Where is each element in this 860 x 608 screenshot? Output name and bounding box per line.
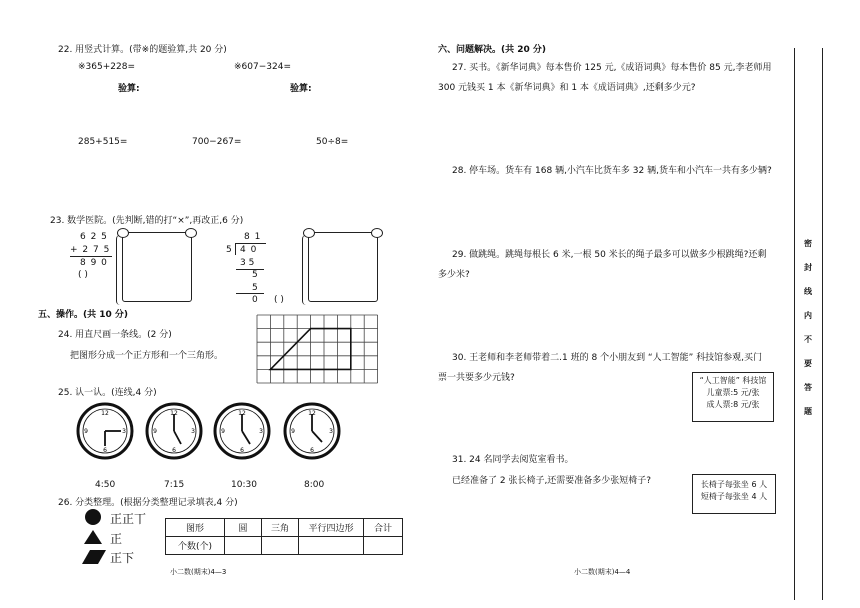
seal-char-5: 不 <box>804 335 812 344</box>
count-triangle-cell[interactable] <box>262 537 299 555</box>
q23-div-bar <box>236 243 266 244</box>
time-label-1: 4:50 <box>95 480 116 490</box>
q23-div-remainder: 0 <box>252 295 258 305</box>
parallelogram-shape <box>82 550 106 564</box>
ticket-price-box <box>692 372 774 422</box>
svg-text:12: 12 <box>101 410 109 417</box>
left-footer: 小二数(期末)4—3 <box>170 568 227 576</box>
right-footer: 小二数(期末)4—4 <box>574 568 631 576</box>
q28-text: 28. 停车场。货车有 168 辆,小汽车比货车多 32 辆,货车和小汽车一共有多少辆? <box>452 166 772 176</box>
triangle-shape <box>84 530 102 544</box>
ticket-box-title: “人工智能” 科技馆 <box>699 376 767 385</box>
seal-char-4: 内 <box>804 311 812 320</box>
q23-div-row1: 3 5 <box>240 258 255 268</box>
q29-line-1: 29. 做跳绳。跳绳每根长 6 米,一根 50 米长的绳子最多可以做多少根跳绳?还剩 <box>452 250 767 260</box>
q23-div-row2: 5 <box>252 270 258 280</box>
q31-line-1: 31. 24 名同学去阅览室看书。 <box>452 455 574 465</box>
q23-add-row2: + 2 7 5 <box>70 245 111 255</box>
svg-text:9: 9 <box>153 428 157 435</box>
q23-div-row3: 5 <box>252 283 258 293</box>
q26-shapes <box>78 508 108 568</box>
clock-2 <box>145 402 203 460</box>
q23-div-paren: ( ) <box>274 295 284 305</box>
seal-char-1: 密 <box>804 239 812 248</box>
seal-char-2: 封 <box>804 263 812 272</box>
circle-shape <box>85 509 101 525</box>
q22-problem-2: ※607−324= <box>234 62 291 72</box>
row-label-count: 个数(个) <box>166 537 225 555</box>
svg-text:12: 12 <box>170 410 178 417</box>
q31-line-2: 已经准备了 2 张长椅子,还需要准备多少张短椅子? <box>452 476 652 486</box>
q23-div-bracket <box>235 243 236 255</box>
q27-line-2: 300 元钱买 1 本《新华词典》和 1 本《成语词典》,还剩多少元? <box>438 83 696 93</box>
svg-text:6: 6 <box>310 447 314 454</box>
q30-line-2: 票一共要多少元钱? <box>438 373 515 383</box>
svg-text:6: 6 <box>172 447 176 454</box>
table-header-row <box>166 519 403 537</box>
q24-grid-figure <box>255 313 383 385</box>
q22-problem-5: 50÷8= <box>316 137 349 147</box>
q23-div-line2 <box>236 293 264 294</box>
svg-text:6: 6 <box>240 447 244 454</box>
svg-text:3: 3 <box>329 428 333 435</box>
svg-text:12: 12 <box>308 410 316 417</box>
tally-triangle: 正 <box>110 532 123 546</box>
header-parallelogram: 平行四边形 <box>299 519 364 537</box>
svg-text:3: 3 <box>259 428 263 435</box>
seal-char-7: 答 <box>804 383 812 392</box>
header-triangle: 三角 <box>262 519 299 537</box>
svg-text:6: 6 <box>103 447 107 454</box>
q23-div-divisor: 5 <box>226 245 232 255</box>
q27-line-1: 27. 买书。《新华词典》每本售价 125 元,《成语词典》每本售价 85 元,李老师用 <box>452 63 772 73</box>
short-chair-capacity: 短椅子每张坐 4 人 <box>700 492 768 501</box>
section-6-heading: 六、问题解决。(共 20 分) <box>438 45 547 55</box>
seal-line-1 <box>794 48 795 600</box>
chair-info-box <box>692 474 776 514</box>
q23-add-paren: ( ) <box>78 270 88 280</box>
seal-line-2 <box>822 48 823 600</box>
q24-title: 24. 用直尺画一条线。(2 分) <box>58 330 172 340</box>
svg-text:9: 9 <box>291 428 295 435</box>
long-chair-capacity: 长椅子每张坐 6 人 <box>700 480 768 489</box>
svg-text:3: 3 <box>122 428 126 435</box>
q22-check-2: 验算: <box>290 84 312 94</box>
header-shape: 图形 <box>166 519 225 537</box>
q30-line-1: 30. 王老师和李老师带着二.1 班的 8 个小朋友到 “人工智能” 科技馆参观,买门 <box>452 353 762 363</box>
svg-text:9: 9 <box>221 428 225 435</box>
clock-4 <box>283 402 341 460</box>
q29-line-2: 多少米? <box>438 270 470 280</box>
tally-parallelogram: 正下 <box>110 551 135 565</box>
adult-ticket-price: 成人票:8 元/张 <box>706 400 760 409</box>
clock-3 <box>213 402 271 460</box>
q22-problem-1: ※365+228= <box>78 62 135 72</box>
q23-div-quotient: 8 1 <box>244 232 262 242</box>
section-5-heading: 五、操作。(共 10 分) <box>38 310 129 320</box>
clock-1 <box>76 402 134 460</box>
q26-table <box>165 518 403 555</box>
count-parallelogram-cell[interactable] <box>299 537 364 555</box>
q22-problem-3: 285+515= <box>78 137 128 147</box>
time-label-4: 8:00 <box>304 480 325 490</box>
q26-title: 26. 分类整理。(根据分类整理记录填表,4 分) <box>58 498 238 508</box>
q23-answer-scroll-2 <box>308 232 378 302</box>
time-label-3: 10:30 <box>231 480 257 490</box>
q23-add-result: 8 9 0 <box>80 258 108 268</box>
q22-problem-4: 700−267= <box>192 137 242 147</box>
q23-answer-scroll-1 <box>122 232 192 302</box>
q23-add-line <box>70 256 112 257</box>
count-total-cell[interactable] <box>364 537 403 555</box>
seal-char-3: 线 <box>804 287 812 296</box>
q22-title: 22. 用竖式计算。(带※的题验算,共 20 分) <box>58 45 227 55</box>
tally-circle: 正正丅 <box>110 512 147 526</box>
header-circle: 圆 <box>225 519 262 537</box>
q23-add-row1: 6 2 5 <box>80 232 108 242</box>
q23-title: 23. 数学医院。(先判断,错的打“×”,再改正,6 分) <box>50 216 244 226</box>
seal-char-6: 要 <box>804 359 812 368</box>
child-ticket-price: 儿童票:5 元/张 <box>706 388 760 397</box>
q23-div-line1 <box>236 269 264 270</box>
time-label-2: 7:15 <box>164 480 185 490</box>
seal-char-8: 题 <box>804 407 812 416</box>
svg-text:3: 3 <box>191 428 195 435</box>
table-count-row <box>166 537 403 555</box>
q24-instruction: 把图形分成一个正方形和一个三角形。 <box>70 351 224 361</box>
q23-div-dividend: 4 0 <box>240 245 258 255</box>
count-circle-cell[interactable] <box>225 537 262 555</box>
q22-check-1: 验算: <box>118 84 140 94</box>
header-total: 合计 <box>364 519 403 537</box>
svg-text:9: 9 <box>84 428 88 435</box>
q25-title: 25. 认一认。(连线,4 分) <box>58 388 157 398</box>
svg-text:12: 12 <box>238 410 246 417</box>
